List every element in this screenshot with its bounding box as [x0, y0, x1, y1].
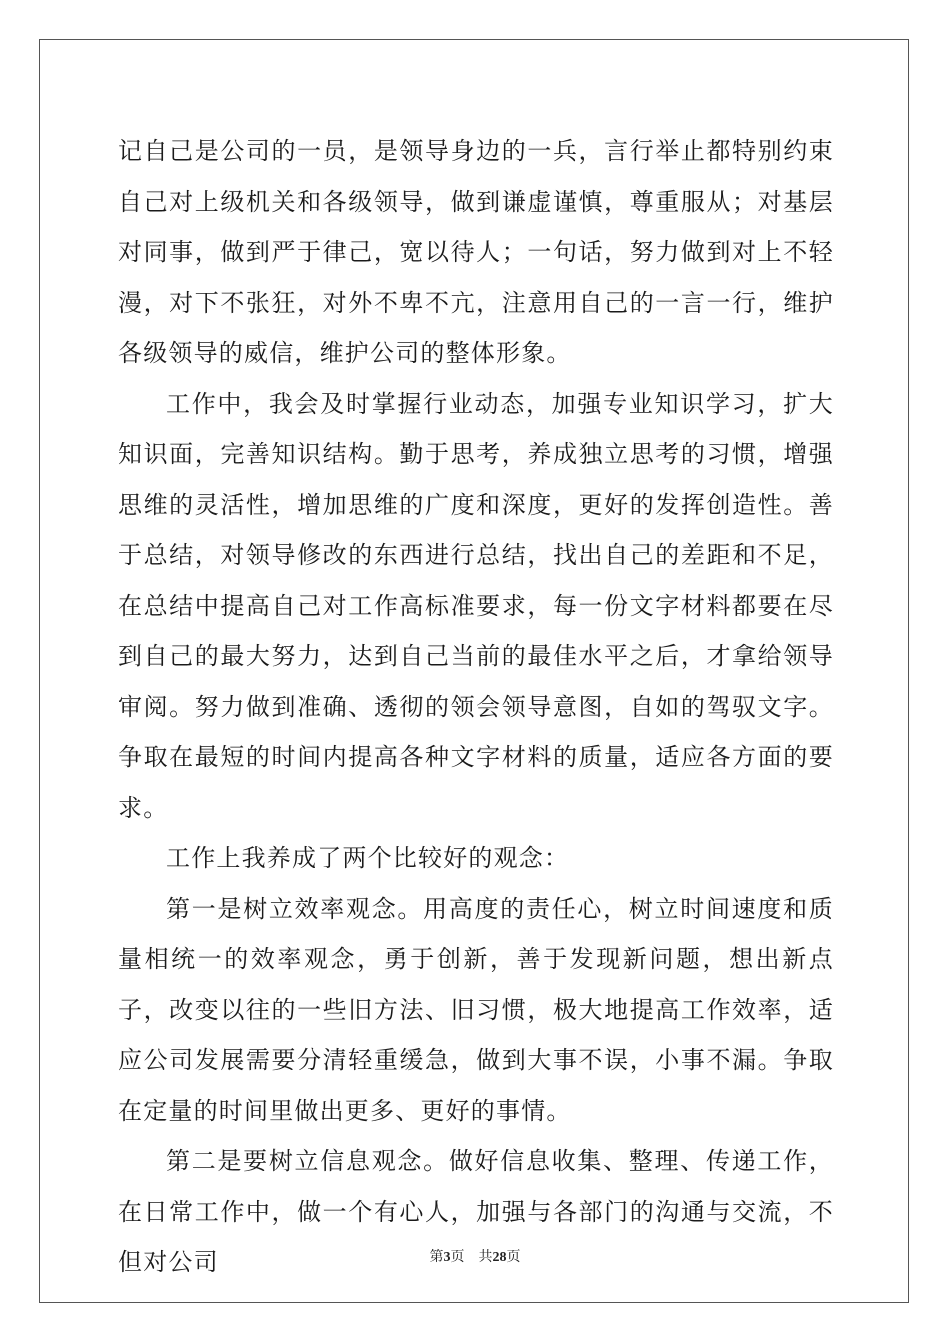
page-prefix: 第: [429, 1250, 444, 1265]
total-pages: 28: [492, 1250, 507, 1265]
total-prefix: 共: [478, 1250, 493, 1265]
page-suffix: 页: [450, 1250, 465, 1265]
paragraph-4: 第一是树立效率观念。用高度的责任心，树立时间速度和质量相统一的效率观念，勇于创新，善于发现新问题，想出新点子，改变以往的一些旧方法、旧习惯，极大地提高工作效率，适应公司发展需要分清轻重缓急，做到大事不误，小事不漏。争取在定量的时间里做出更多、更好的事情。: [118, 894, 834, 1125]
paragraph-3: 工作上我养成了两个比较好的观念：: [166, 844, 570, 872]
paragraph-2: 工作中，我会及时掌握行业动态，加强专业知识学习，扩大知识面，完善知识结构。勤于思考，养成独立思考的习惯，增强思维的灵活性，增加思维的广度和深度，更好的发挥创造性。善于总结，对领导修改的东西进行总结，找出自己的差距和不足，在总结中提高自己对工作高标准要求，每一份文字材料都要在尽到自己的最大努力，达到自己当前的最佳水平之后，才拿给领导审阅。努力做到准确、透彻的领会领导意图，自如的驾驭文字。争取在最短的时间内提高各种文字材料的质量，适应各方面的要求。: [118, 389, 834, 822]
page-footer: [0, 1246, 950, 1266]
document-body: [118, 126, 834, 1288]
total-suffix: 页: [506, 1250, 521, 1265]
paragraph-1: 记自己是公司的一员，是领导身边的一兵，言行举止都特别约束自己对上级机关和各级领导，做到谦虚谨慎，尊重服从；对基层对同事，做到严于律己，宽以待人；一句话，努力做到对上不轻漫，对下不张狂，对外不卑不亢，注意用自己的一言一行，维护各级领导的威信，维护公司的整体形象。: [118, 137, 834, 367]
page-number: 3: [443, 1250, 451, 1265]
paragraph-5: 第二是要树立信息观念。做好信息收集、整理、传递工作，在日常工作中，做一个有心人，加强与各部门的沟通与交流，不但对公司: [118, 1147, 834, 1276]
